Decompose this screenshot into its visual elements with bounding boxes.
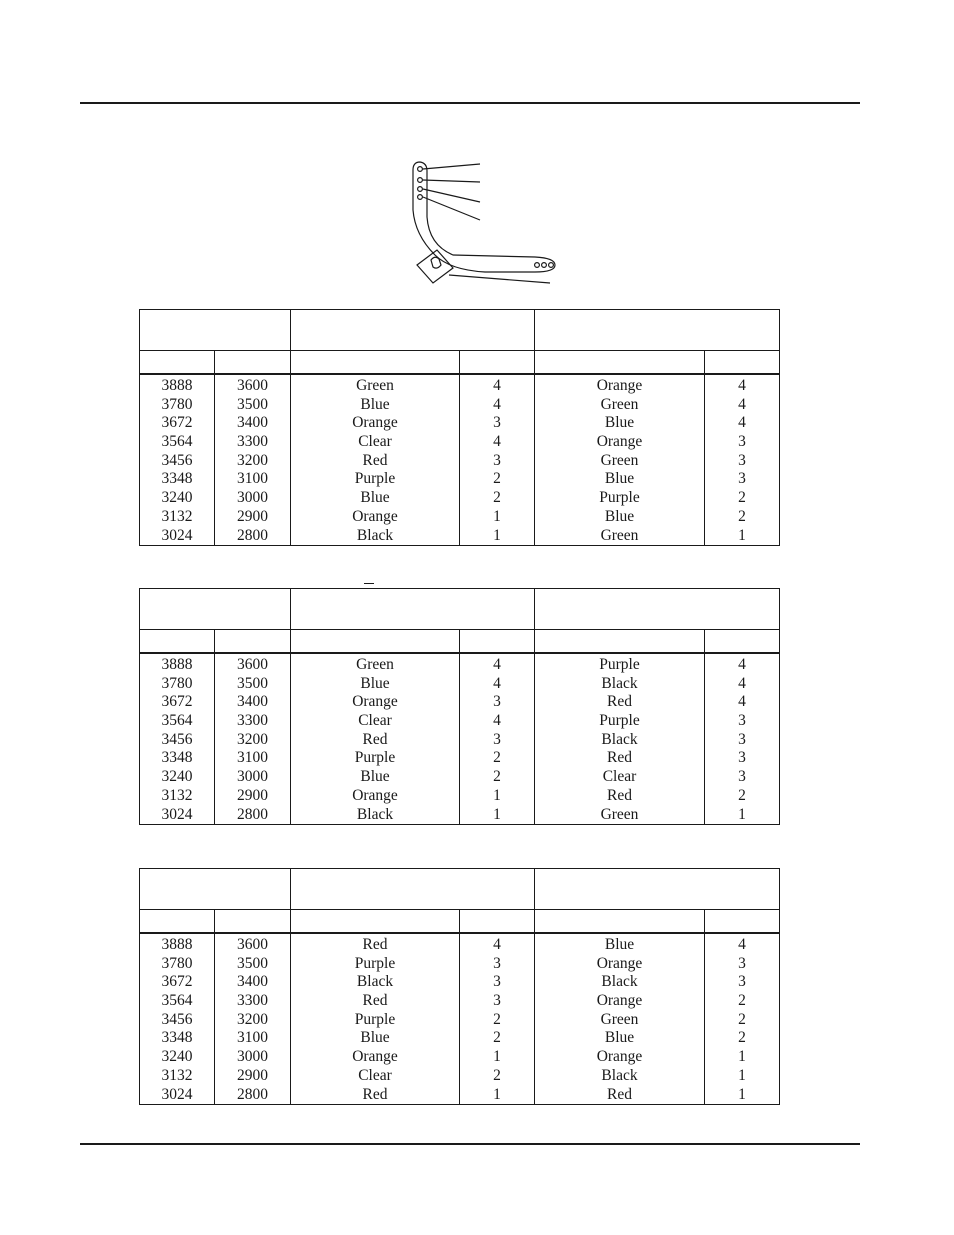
header-cell [140,589,291,630]
column-c [291,374,460,546]
table-cell-value: Red [362,1085,388,1103]
table-cell-value: 3500 [237,674,268,692]
table-cell-value: 2900 [237,507,268,525]
table-cell-value: 3672 [161,973,193,991]
column-f [705,933,780,1105]
table-cell-value: 1 [738,805,746,823]
table-cell-value: Green [600,395,639,413]
column-d [460,374,535,546]
table-cell-value: 3000 [237,489,268,507]
table-cell-value: 3 [493,973,501,991]
table-cell-value: 4 [738,395,746,413]
table-cell-value: 3 [738,768,746,786]
table-cell-value: 3348 [161,749,193,767]
table-cell-value: Orange [352,693,398,711]
subheader-cell [460,630,535,654]
table-cell-value: Green [600,526,639,544]
table-cell-value: 2800 [237,805,268,823]
table-cell-value: 4 [738,377,746,394]
table-cell-value: Blue [360,1029,390,1047]
table-cell-value: Red [607,1085,632,1103]
table-cell-value: 4 [493,656,501,673]
table-cell-value: 3500 [237,395,268,413]
table-cell-value: Purple [354,1010,396,1028]
table-cell-value: 3600 [237,656,268,673]
table-cell-value: Orange [352,786,398,804]
table-cell-value: 3024 [161,526,193,544]
table-cell-value: 2 [493,768,501,786]
subheader-cell [291,630,460,654]
subheader-cell [140,351,215,375]
subheader-cell [535,630,705,654]
table-cell-value: 3 [738,712,746,730]
table-cell-value: 3024 [161,1085,193,1103]
table-cell-value: 4 [493,936,501,953]
table-cell-value: 3672 [161,414,193,432]
column-b [215,374,291,546]
table-cell-value: 4 [738,674,746,692]
table-cell-value: 3000 [237,1048,268,1066]
table-cell-value: 2 [493,1029,501,1047]
subheader-cell [705,630,780,654]
footer-rule [80,1143,860,1145]
table-cell-value: Orange [596,1048,643,1066]
underline-mark [364,583,374,584]
table-cell-value: 3348 [161,470,193,488]
table-cell-value: 2 [493,749,501,767]
table-cell-value: Green [600,451,639,469]
table-cell-value: 3 [738,433,746,451]
table-cell-value: 1 [738,1066,746,1084]
table-cell-value: Green [600,1010,639,1028]
table-cell-value: Red [607,749,632,767]
table-cell-value: Green [356,656,394,673]
table-cell-value: Black [601,973,638,991]
table-cell-value: Green [600,805,639,823]
table-cell-value: 3300 [237,712,268,730]
table-cell-value: Purple [599,656,640,673]
table-cell-value: Blue [360,395,390,413]
table-cell-value: 3132 [161,1066,193,1084]
table-cell-value: 1 [738,526,746,544]
subheader-cell [140,630,215,654]
table-cell-value: 3100 [237,470,268,488]
table-3 [139,868,780,1105]
header-cell [291,589,535,630]
table-cell-value: 2900 [237,1066,268,1084]
column-a [140,933,215,1105]
table-cell-value: 3456 [161,730,193,748]
table-cell-value: 4 [493,433,501,451]
table-cell-value: 3 [738,749,746,767]
table-cell-value: 1 [493,507,501,525]
header-cell [535,310,780,351]
table-cell-value: 2 [493,1066,501,1084]
table-cell-value: 3780 [161,674,193,692]
table-cell-value: 3456 [161,1010,193,1028]
table-cell-value: Blue [604,507,635,525]
table-cell-value: 4 [738,936,746,953]
column-a [140,653,215,825]
table-cell-value: Orange [596,954,643,972]
header-rule [80,102,860,104]
table-cell-value: Orange [596,433,643,451]
table-cell-value: 4 [493,712,501,730]
table-cell-value: 2800 [237,1085,268,1103]
column-b [215,933,291,1105]
table-cell-value: Black [601,730,638,748]
table-cell-value: 3564 [161,712,193,730]
table-cell-value: 3888 [161,377,193,394]
table-cell-value: 3200 [237,1010,268,1028]
column-f [705,374,780,546]
table-cell-value: Orange [352,507,398,525]
table-cell-value: 1 [738,1085,746,1103]
table-cell-value: 2 [493,489,501,507]
subheader-cell [460,910,535,934]
table-cell-value: Black [356,805,394,823]
table-cell-value: 3200 [237,730,268,748]
table-cell-value: Red [607,693,632,711]
table-cell-value: 3780 [161,954,193,972]
table-cell-value: Orange [596,992,643,1010]
column-e [535,933,705,1105]
table-cell-value: 3100 [237,749,268,767]
table-cell-value: Orange [596,377,643,394]
subheader-cell [535,351,705,375]
table-cell-value: 3240 [161,489,193,507]
table-cell-value: Green [356,377,394,394]
table-cell-value: 4 [493,674,501,692]
subheader-cell [535,910,705,934]
column-e [535,374,705,546]
table-cell-value: 2 [738,489,746,507]
column-b [215,653,291,825]
table-cell-value: 3 [493,954,501,972]
table-cell-value: Orange [352,414,398,432]
header-cell [291,869,535,910]
table-cell-value: Clear [358,433,392,451]
table-cell-value: 2 [493,1010,501,1028]
subheader-cell [705,351,780,375]
table-cell-value: 3888 [161,656,193,673]
table-cell-value: 3300 [237,433,268,451]
table-cell-value: Clear [358,1066,392,1084]
table-cell-value: 3564 [161,992,193,1010]
header-cell [291,310,535,351]
table-cell-value: 3672 [161,693,193,711]
table-cell-value: Black [356,526,394,544]
table-cell-value: Clear [358,712,392,730]
table-cell-value: 3564 [161,433,193,451]
table-cell-value: 1 [493,786,501,804]
table-cell-value: Purple [599,712,640,730]
table-cell-value: 3 [738,973,746,991]
table-cell-value: 3 [738,451,746,469]
subheader-cell [705,910,780,934]
table-cell-value: Purple [354,470,396,488]
table-cell-value: Black [356,973,394,991]
table-cell-value: 3 [738,730,746,748]
table-1 [139,309,780,546]
table-cell-value: 3348 [161,1029,193,1047]
table-cell-value: 2800 [237,526,268,544]
table-cell-value: 3132 [161,786,193,804]
table-cell-value: Blue [604,936,635,953]
table-cell-value: 3780 [161,395,193,413]
table-cell-value: 3132 [161,507,193,525]
table-cell-value: Black [601,1066,638,1084]
table-cell-value: 3 [493,414,501,432]
header-cell [535,869,780,910]
table-cell-value: 4 [738,656,746,673]
table-cell-value: 1 [493,526,501,544]
subheader-cell [140,910,215,934]
table-cell-value: Black [601,674,638,692]
table-cell-value: 3400 [237,693,268,711]
table-cell-value: 3 [493,992,501,1010]
table-cell-value: 4 [738,414,746,432]
table-cell-value: Red [362,730,388,748]
subheader-cell [215,910,291,934]
table-cell-value: Clear [602,768,637,786]
table-cell-value: 4 [738,693,746,711]
governor-arm-diagram [405,155,565,290]
column-c [291,653,460,825]
table-cell-value: Red [607,786,632,804]
table-cell-value: Blue [604,1029,635,1047]
table-cell-value: Red [362,936,388,953]
table-cell-value: Blue [360,674,390,692]
table-cell-value: Blue [604,470,635,488]
table-cell-value: Purple [599,489,640,507]
column-f [705,653,780,825]
table-cell-value: Blue [360,768,390,786]
table-cell-value: 2 [738,507,746,525]
table-cell-value: 3300 [237,992,268,1010]
table-cell-value: 3200 [237,451,268,469]
table-cell-value: Red [362,451,388,469]
header-cell [140,869,291,910]
table-cell-value: 1 [493,1085,501,1103]
table-cell-value: 3600 [237,936,268,953]
table-cell-value: 3100 [237,1029,268,1047]
column-a [140,374,215,546]
table-cell-value: 1 [493,805,501,823]
table-cell-value: Blue [360,489,390,507]
table-cell-value: 3 [738,954,746,972]
subheader-cell [291,910,460,934]
table-cell-value: 3 [738,470,746,488]
table-cell-value: 3024 [161,805,193,823]
table-cell-value: 2 [738,786,746,804]
column-e [535,653,705,825]
table-cell-value: 3 [493,730,501,748]
table-cell-value: 3400 [237,973,268,991]
table-cell-value: 1 [738,1048,746,1066]
table-cell-value: Blue [604,414,635,432]
table-cell-value: 2 [493,470,501,488]
table-cell-value: Purple [354,749,396,767]
table-cell-value: Red [362,992,388,1010]
subheader-cell [215,351,291,375]
table-cell-value: 3888 [161,936,193,953]
table-cell-value: 1 [493,1048,501,1066]
table-cell-value: 3456 [161,451,193,469]
table-cell-value: 2 [738,1029,746,1047]
table-cell-value: 2 [738,992,746,1010]
table-cell-value: 4 [493,377,501,394]
table-cell-value: Orange [352,1048,398,1066]
table-cell-value: Purple [354,954,396,972]
table-cell-value: 3 [493,451,501,469]
table-cell-value: 3400 [237,414,268,432]
table-cell-value: 3600 [237,377,268,394]
subheader-cell [215,630,291,654]
table-cell-value: 2900 [237,786,268,804]
header-cell [535,589,780,630]
header-cell [140,310,291,351]
column-c [291,933,460,1105]
table-cell-value: 3240 [161,768,193,786]
table-cell-value: 3000 [237,768,268,786]
table-cell-value: 2 [738,1010,746,1028]
subheader-cell [460,351,535,375]
subheader-cell [291,351,460,375]
table-2 [139,588,780,825]
table-cell-value: 3240 [161,1048,193,1066]
table-cell-value: 3500 [237,954,268,972]
column-d [460,933,535,1105]
table-cell-value: 3 [493,693,501,711]
table-cell-value: 4 [493,395,501,413]
column-d [460,653,535,825]
